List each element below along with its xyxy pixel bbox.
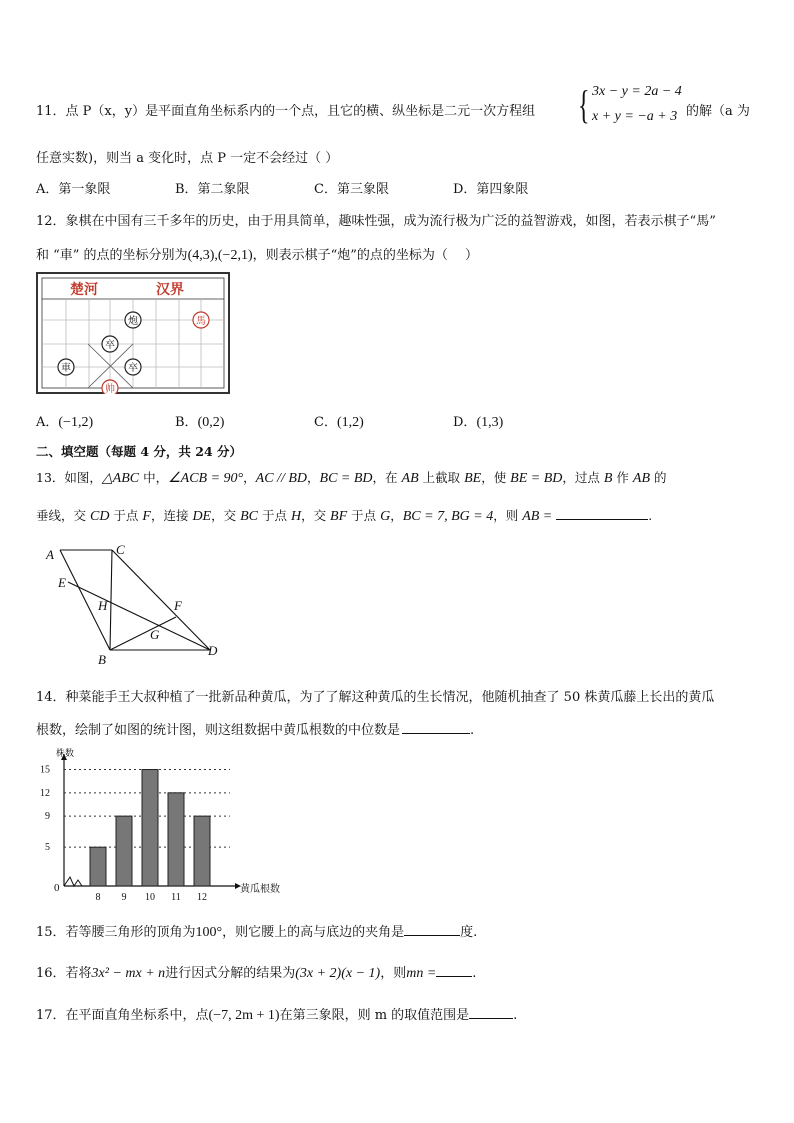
q11-option-b: B．第二象限 — [175, 182, 250, 197]
label-e: E — [58, 575, 66, 590]
q16-answer-blank[interactable] — [436, 962, 472, 977]
piece-shuai — [102, 380, 118, 394]
label-f: F — [174, 598, 182, 613]
piece-zu-2 — [125, 359, 141, 375]
y-tick-label-15: 15 — [40, 764, 50, 776]
svg-text:車: 車 — [61, 363, 71, 374]
segment-de — [68, 582, 210, 650]
section-heading: 二、填空题（每题 4 分，共 24 分） — [36, 444, 243, 459]
y-tick-label-12: 12 — [40, 787, 50, 799]
q14-line1: 14．种菜能手王大叔种植了一批新品种黄瓜，为了了解这种黄瓜的生长情况，他随机抽查了 50 株黄瓜藤上长出的黄瓜 — [36, 690, 715, 705]
y-axis-label: 株数 — [56, 748, 75, 758]
bar-12 — [194, 816, 210, 886]
y-tick-label-9: 9 — [45, 811, 50, 823]
q11-line1 — [36, 100, 535, 119]
svg-text:馬: 馬 — [196, 316, 206, 327]
segment-cd — [112, 550, 210, 650]
q15-answer-blank[interactable] — [404, 921, 460, 936]
piece-zu-1 — [102, 336, 118, 352]
x-tick-label-11: 11 — [171, 892, 181, 903]
q11-eq1: 3x − y = 2a − 4 — [592, 84, 682, 99]
q12-line2 — [36, 244, 478, 264]
q11-eq2: x + y = −a + 3 — [592, 109, 678, 124]
q14-answer-blank[interactable] — [402, 719, 470, 734]
q12-option-a: A．(−1,2) — [36, 415, 94, 430]
q12-option-b: B．(0,2) — [175, 415, 225, 430]
q17-answer-blank[interactable] — [469, 1004, 513, 1019]
bar-10 — [142, 770, 158, 886]
label-b: B — [98, 652, 106, 667]
piece-ju — [58, 359, 74, 375]
label-c: C — [116, 542, 125, 557]
q12-option-c: C．(1,2) — [314, 415, 364, 430]
bar-11 — [168, 793, 184, 886]
bar-9 — [116, 816, 132, 886]
q11-line2: 任意实数)，则当 a 变化时，点 P 一定不会经过（ ） — [36, 151, 339, 166]
river-right-label: 汉界 — [156, 283, 184, 298]
q11-prefix: 11．点 P（x，y）是平面直角坐标系内的一个点，且它的横、纵坐标是二元一次方程组 — [36, 104, 536, 119]
q12-line2-b: ，则表示棋子“炮”的点的坐标为（ ） — [252, 248, 479, 263]
q11-option-a: A．第一象限 — [36, 182, 111, 197]
label-a: A — [46, 547, 54, 562]
cucumber-bar-chart — [40, 744, 300, 904]
label-d: D — [208, 643, 218, 658]
piece-ma — [193, 312, 209, 328]
svg-text:帅: 帅 — [105, 384, 115, 394]
segment-bf — [110, 617, 176, 650]
q11-brace: { — [578, 82, 590, 127]
svg-text:卒: 卒 — [105, 340, 115, 351]
x-tick-label-8: 8 — [95, 892, 101, 903]
x-axis-label: 黄瓜根数 — [240, 884, 280, 895]
q12-option-d: D．(1,3) — [453, 415, 504, 430]
label-g: G — [150, 627, 160, 642]
bar-8 — [90, 847, 106, 886]
x-tick-label-12: 12 — [197, 892, 207, 903]
q16-line: 16．若将3x² − mx + n进行因式分解的结果为(3x + 2)(x − 1)，则mn = . — [36, 962, 476, 982]
q11-option-c: C．第三象限 — [314, 182, 389, 197]
q13-line2: 垂线，交 CD 于点 F，连接 DE，交 BC 于点 H，交 BF 于点 G，BC = 7, BG = 4，则 AB = . — [36, 505, 652, 525]
q13-answer-blank[interactable] — [556, 505, 648, 520]
q17-line: 17．在平面直角坐标系中，点(−7, 2m + 1)在第三象限，则 m 的取值范围是 . — [36, 1004, 517, 1024]
origin-label: 0 — [54, 882, 60, 894]
svg-text:炮: 炮 — [128, 316, 138, 327]
segment-bc — [110, 550, 112, 650]
q15-line: 15．若等腰三角形的顶角为100°，则它腰上的高与底边的夹角是 度. — [36, 921, 477, 941]
x-tick-label-10: 10 — [145, 892, 155, 903]
label-h: H — [98, 598, 108, 613]
q11-suffix: 的解（a 为 — [686, 104, 750, 119]
q11-option-d: D．第四象限 — [453, 182, 529, 197]
q14-line2: 根数，绘制了如图的统计图，则这组数据中黄瓜根数的中位数是 . — [36, 719, 474, 738]
y-tick-label-5: 5 — [45, 842, 50, 854]
piece-pao — [125, 312, 141, 328]
chess-board-figure — [36, 272, 230, 394]
axis-break — [64, 877, 82, 886]
river-left-label: 楚河 — [70, 283, 98, 298]
q13-geometry-figure — [40, 538, 230, 668]
x-tick-label-9: 9 — [121, 892, 127, 903]
svg-text:卒: 卒 — [128, 363, 138, 374]
q12-line1: 12．象棋在中国有三千多年的历史，由于用具简单，趣味性强，成为流行极为广泛的益智游戏，如图，若表示棋子“馬” — [36, 214, 716, 229]
q12-coords: (4,3),(−2,1) — [187, 248, 253, 263]
q12-line2-a: 和 “車” 的点的坐标分别为 — [36, 248, 188, 263]
q13-line1: 13．如图，△ABC 中，∠ACB = 90°，AC // BD，BC = BD，在 AB 上截取 BE，使 BE = BD，过点 B 作 AB 的 — [36, 470, 667, 486]
